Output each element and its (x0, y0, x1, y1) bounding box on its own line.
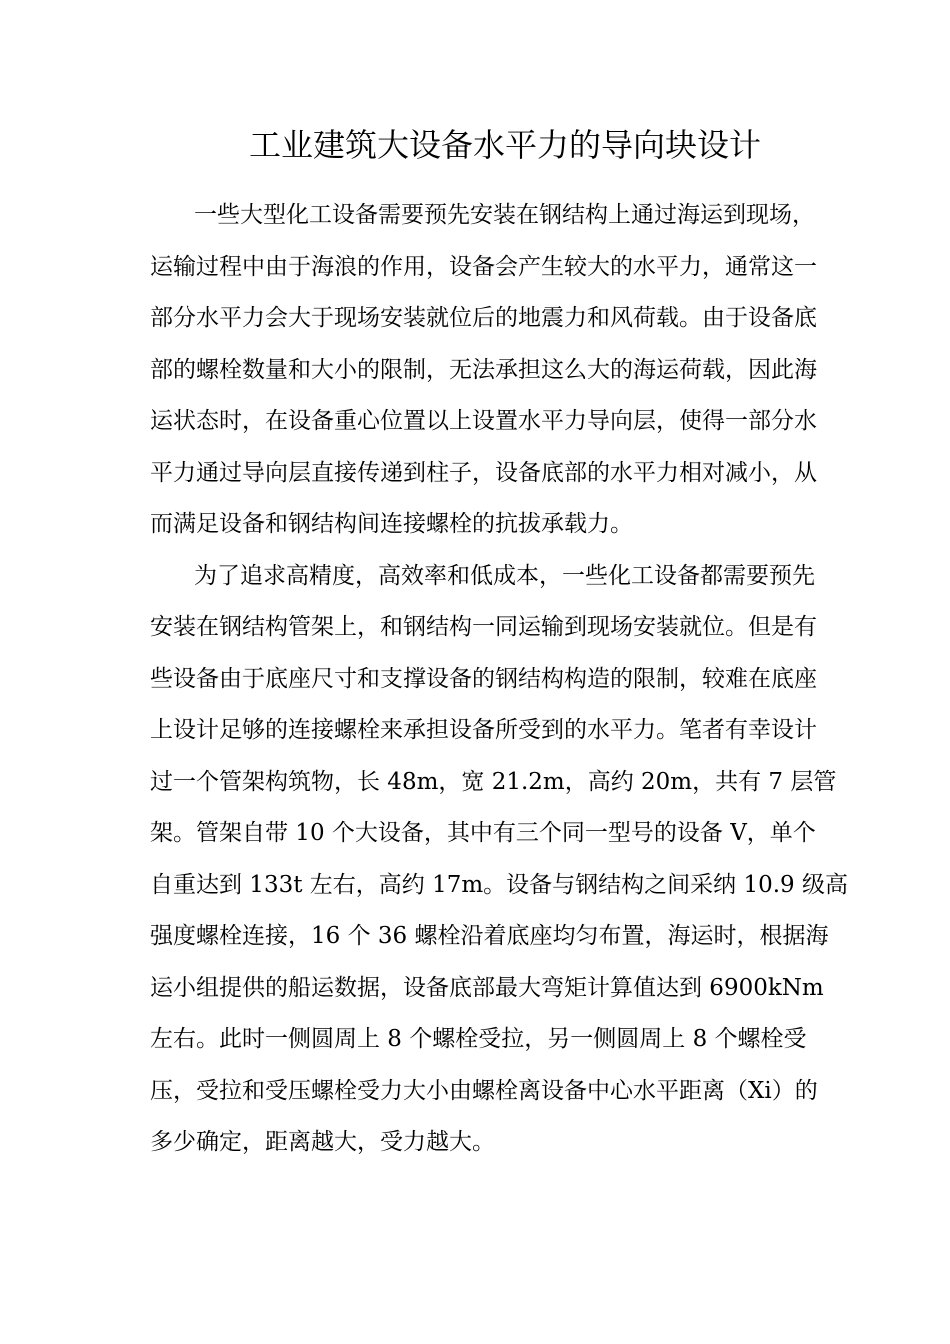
text-line: 架。管架自带 10 个大设备，其中有三个同一型号的设备 V，单个 (150, 820, 816, 846)
text-line: 运输过程中由于海浪的作用，设备会产生较大的水平力，通常这一 (150, 253, 817, 280)
text-line: 压，受拉和受压螺栓受力大小由螺栓离设备中心水平距离（Xi）的 (150, 1077, 818, 1104)
paragraph-1 (150, 190, 817, 551)
text-line: 上设计足够的连接螺栓来承担设备所受到的水平力。笔者有幸设计 (150, 717, 817, 743)
text-line: 自重达到 133t 左右，高约 17m。设备与钢结构之间采纳 10.9 级高 (150, 871, 848, 898)
document-body (150, 190, 848, 1169)
text-line: 平力通过导向层直接传递到柱子，设备底部的水平力相对减小，从 (150, 459, 817, 486)
text-line: 一些大型化工设备需要预先安装在钢结构上通过海运到现场， (194, 202, 815, 228)
text-line: 安装在钢结构管架上，和钢结构一同运输到现场安装就位。但是有 (150, 614, 817, 640)
text-line: 部的螺栓数量和大小的限制，无法承担这么大的海运荷载，因此海 (150, 356, 817, 383)
text-line: 而满足设备和钢结构间连接螺栓的抗拔承载力。 (150, 511, 633, 537)
text-line: 多少确定，距离越大，受力越大。 (150, 1129, 495, 1155)
text-line: 为了追求高精度，高效率和低成本，一些化工设备都需要预先 (194, 562, 815, 589)
text-line: 过一个管架构筑物，长 48m，宽 21.2m，高约 20m，共有 7 层管 (150, 768, 837, 795)
text-line: 部分水平力会大于现场安装就位后的地震力和风荷载。由于设备底 (150, 305, 817, 331)
text-line: 强度螺栓连接，16 个 36 螺栓沿着底座均匀布置，海运时，根据海 (150, 923, 829, 949)
text-line: 左右。此时一侧圆周上 8 个螺栓受拉，另一侧圆周上 8 个螺栓受 (150, 1026, 807, 1052)
document-title: 工业建筑大设备水平力的导向块设计 (248, 126, 761, 164)
text-line: 运小组提供的船运数据，设备底部最大弯矩计算值达到 6900kNm (150, 974, 824, 1001)
text-line: 运状态时，在设备重心位置以上设置水平力导向层，使得一部分水 (150, 408, 817, 434)
text-line: 些设备由于底座尺寸和支撑设备的钢结构构造的限制，较难在底座 (150, 665, 817, 692)
paragraph-2 (150, 551, 848, 1169)
